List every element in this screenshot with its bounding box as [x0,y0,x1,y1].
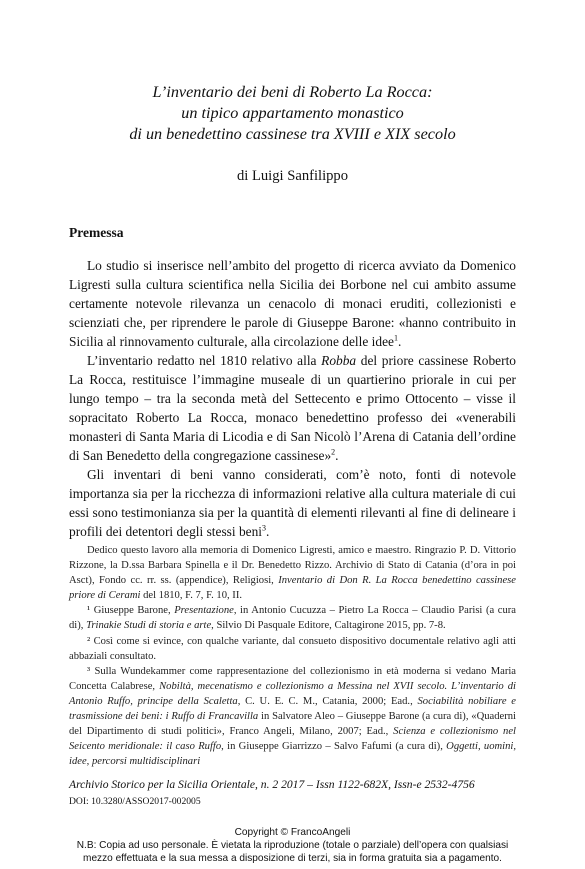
footnote-text: Dedico questo lavoro alla memoria di Domenico Ligresti, amico e maestro. Ringrazio P. D. Vittorio Rizzone, la D.ssa Barbara Spinella e il Dr. Benedetto Rizzo. Archivio di Stato di Catania (d’ora in poi Asct), Fondo cc. rr. ss. (appendice), Religiosi, [69,545,516,587]
emphasis-text: Robba [321,353,357,368]
punctuation: . [335,448,339,463]
notice-line: N.B: Copia ad uso personale. È vietata la riproduzione (totale o parziale) dell’opera con qualsiasi [76,840,509,851]
paragraph-text: Gli inventari di beni vanno considerati, com’è noto, fonti di notevole importanza sia per la ricchezza di informazioni relative alla cultura materiale di cui essi sono testimonianza sia per la quantità di elementi rilevanti al fine di delineare i profili dei detentori degli stessi beni [69,467,516,539]
footnote-text: in Salvatore Aleo – Giuseppe Barone (a cura di), «Quaderni del Dipartimento di studi politici», Franco Angeli, Milano, 2007; Ead., [69,711,516,738]
footnote [69,603,516,633]
footnote-italic: Inventario di Don R. La Rocca benedettino cassinese priore di Cerami [69,575,516,602]
author-line: di Luigi Sanfilippo [236,168,349,184]
paragraph-text: L’inventario redatto nel 1810 relativo alla [87,353,322,368]
paragraph-text: Lo studio si inserisce nell’ambito del progetto di ricerca avviato da Domenico Ligresti sulla cultura scientifica nella Sicilia dei Borbone nel cui ambito assume certamente notevole rilevanza un cenacolo di monaci eruditi, collezionisti e scienziati che, per riprendere le parole di Giuseppe Barone: «hanno contribuito in Sicilia al rinnovamento culturale, alla circolazione delle idee [69,258,516,349]
footnote-text: , C. U. E. C. M., Catania, 2000; Ead., [237,695,418,707]
footnote-text: , Silvio Di Pasquale Editore, Caltagirone 2015, pp. 7-8. [211,620,446,632]
section-heading: Premessa [69,225,124,240]
copyright-notice [10,826,575,865]
footnote-ref[interactable]: 3 [262,523,267,533]
footnote-text: ² Così come si evince, con qualche variante, dal consueto dispositivo documentale relativo agli atti abbaziali consultato. [69,635,516,662]
footnote-text: del 1810, F. 7, F. 10, II. [140,590,243,602]
footnote-text: ³ Sulla Wundekammer come rappresentazione del collezionismo in età moderna si vedano Maria Concetta Calabrese, [69,665,516,692]
article-title [60,82,525,145]
paragraph [69,351,516,465]
footnote-italic: Scienza e collezionismo nel Seicento meridionale: il caso Ruffo [69,726,516,753]
doi-line[interactable]: DOI: 10.3280/ASSO2017-002005 [69,796,201,807]
footnote [69,543,516,603]
paragraph [69,465,516,541]
footnote [69,634,516,664]
journal-citation: Archivio Storico per la Sicilia Orientale, n. 2 2017 – Issn 1122-682X, Issn-e 2532-4756 [69,778,475,791]
footnote-text: ¹ Giuseppe Barone, [87,605,175,617]
footnote-ref[interactable]: 1 [393,333,398,343]
punctuation: . [397,334,402,349]
title-line: L’inventario dei beni di Roberto La Rocca: [152,83,433,101]
footnote-text: , in Giuseppe Giarrizzo – Salvo Fafumi (a cura di), [221,741,447,753]
footnote-italic: Oggetti, uomini, idee, percorsi multidisciplinari [69,741,516,768]
footnote-italic: Trinakie Studi di storia e arte [86,620,212,632]
notice-line: mezzo effettuata e la sua messa a disposizione di terzi, sia in forma gratuita sia a pagamento. [83,853,502,864]
title-line: di un benedettino cassinese tra XVIII e XIX secolo [129,125,456,143]
punctuation: . [266,524,270,539]
footnotes [69,543,516,769]
footnote [69,664,516,770]
paragraph [69,256,516,351]
paragraph-text: del priore cassinese Roberto La Rocca, restituisce l’immagine museale di un quartierino priorale in cui per lungo tempo – tra la seconda metà del Settecento e primo Ottocento – visse il sopracitato Roberto La Rocca, monaco benedettino professo dei «venerabili monasteri di Santa Maria di Licodia e di San Nicolò l’Arena di Catania dell’ordine di San Benedetto della congregazione cassinese» [69,353,517,463]
footnote-text: , in Antonio Cucuzza – Pietro La Rocca – Claudio Parisi (a cura di), [69,605,517,632]
footnote-italic: Nobiltà, mecenatismo e collezionismo a Messina nel XVII secolo. L’inventario di Antonio Ruffo, principe della Scaletta [69,680,516,707]
footnote-ref[interactable]: 2 [331,447,336,457]
body-text [69,256,516,541]
title-line: un tipico appartamento monastico [181,104,404,122]
footnote-italic: Presentazione [174,605,234,617]
footnote-italic: Sociabilità nobiliare e trasmissione dei beni: i Ruffo di Francavilla [69,695,516,723]
copyright-line: Copyright © FrancoAngeli [234,827,351,838]
